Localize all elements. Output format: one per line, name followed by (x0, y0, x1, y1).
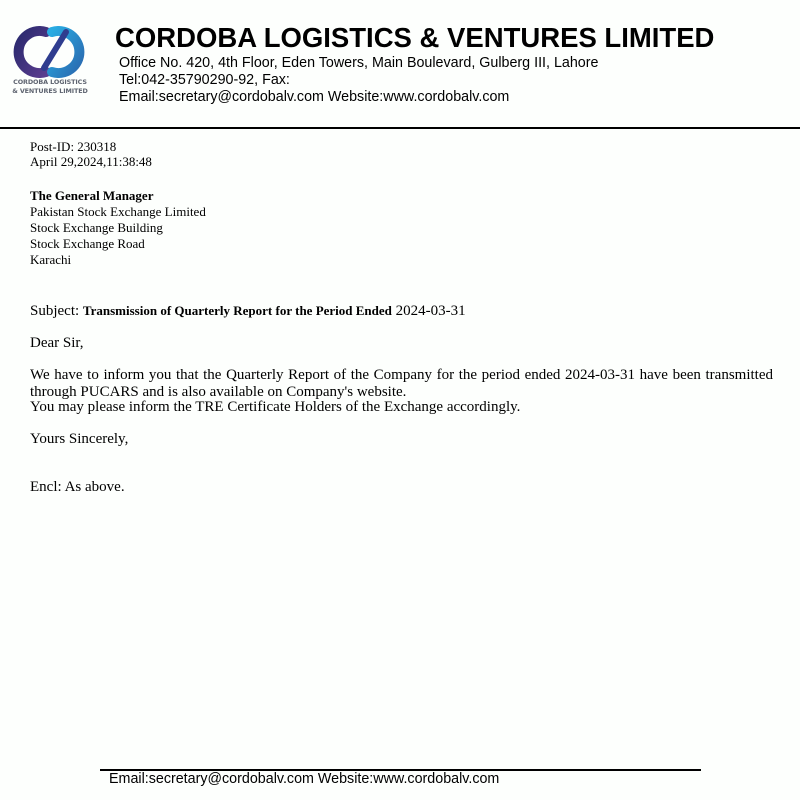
post-id: Post-ID: 230318 (30, 139, 117, 154)
logo-text-line2: & VENTURES LIMITED (12, 86, 88, 95)
body-line-2: You may please inform the TRE Certificate Holders of the Exchange accordingly. (30, 399, 521, 415)
company-logo (4, 26, 96, 98)
company-email-website: Email:secretary@cordobalv.com Website:www.cordobalv.com (119, 89, 510, 105)
closing: Yours Sincerely, (30, 431, 129, 447)
cd-logo-icon (4, 26, 96, 78)
subject-line (30, 303, 466, 320)
recipient-city: Karachi (30, 252, 72, 267)
company-address: Office No. 420, 4th Floor, Eden Towers, Main Boulevard, Gulberg III, Lahore (119, 55, 599, 71)
header-divider (0, 127, 800, 129)
subject-prefix: Subject: (30, 303, 80, 319)
recipient-building: Stock Exchange Building (30, 220, 163, 235)
recipient-title: The General Manager (30, 188, 154, 203)
subject-date: 2024-03-31 (395, 303, 466, 319)
recipient-org: Pakistan Stock Exchange Limited (30, 204, 206, 219)
footer-email-website: Email:secretary@cordobalv.com Website:www.cordobalv.com (109, 771, 500, 787)
company-name: CORDOBA LOGISTICS & VENTURES LIMITED (115, 22, 715, 53)
enclosure: Encl: As above. (30, 479, 125, 495)
logo-wordmark (4, 78, 96, 95)
subject-title: Transmission of Quarterly Report for the Period Ended (82, 303, 392, 318)
body-paragraph: We have to inform you that the Quarterly Report of the Company for the period ended 2024-03-31 have been transmitted through PUCARS and is also available on Company's website. (30, 367, 773, 400)
salutation: Dear Sir, (30, 335, 84, 351)
recipient-road: Stock Exchange Road (30, 236, 145, 251)
logo-text-line1: CORDOBA LOGISTICS (13, 78, 87, 86)
letter-datetime: April 29,2024,11:38:48 (30, 154, 152, 169)
company-phone-fax: Tel:042-35790290-92, Fax: (119, 72, 290, 88)
